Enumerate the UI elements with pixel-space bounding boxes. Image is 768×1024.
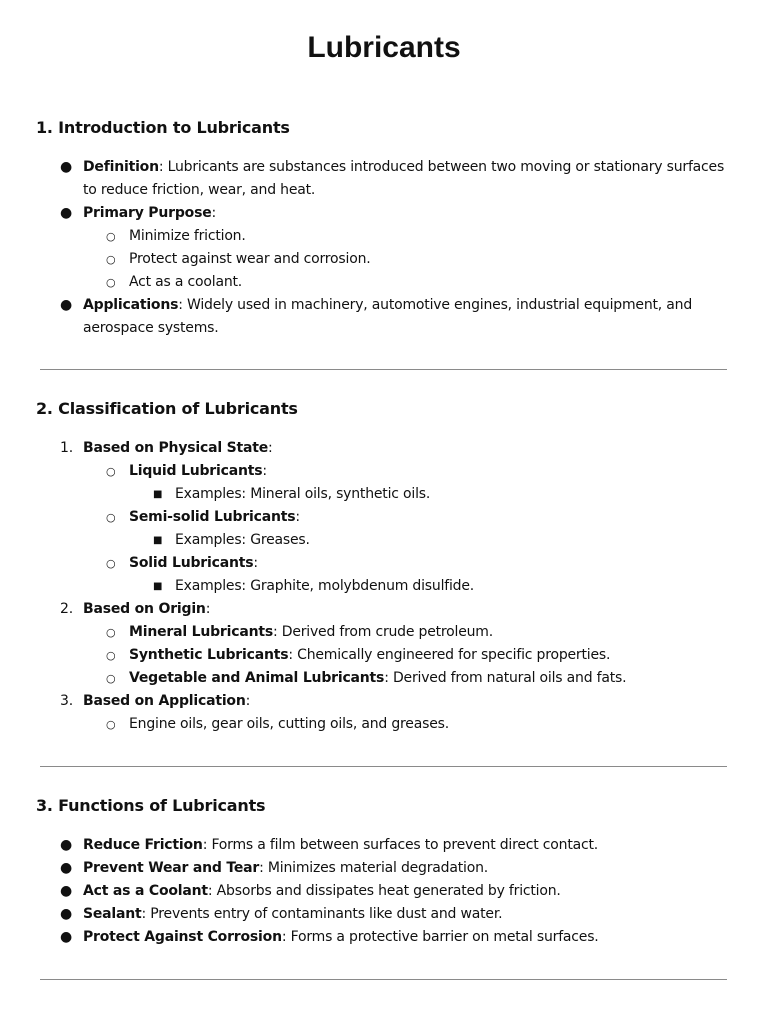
square-marker: ■ — [153, 489, 163, 500]
circle-marker: ○ — [106, 718, 116, 731]
list-item-physical-state — [0, 437, 768, 460]
text-mineral: : Derived from crude petroleum. — [272, 624, 493, 640]
term-applications: Applications — [83, 297, 179, 313]
list-item-synthetic — [0, 644, 768, 667]
number-marker: 2. — [60, 601, 73, 617]
purpose-item-text: Act as a coolant. — [129, 274, 243, 290]
text-synthetic: : Chemically engineered for specific properties. — [288, 647, 611, 663]
example-text: Examples: Graphite, molybdenum disulfide. — [175, 578, 475, 594]
term-suffix: : — [205, 601, 211, 617]
section-divider — [40, 766, 727, 767]
circle-marker: ○ — [106, 649, 116, 662]
term-suffix: : — [253, 555, 258, 571]
list-item-liquid — [0, 460, 768, 483]
circle-marker: ○ — [106, 557, 116, 570]
bullet-marker: ● — [60, 929, 73, 945]
term-definition: Definition — [83, 159, 159, 175]
term-prevent-wear: Prevent Wear and Tear — [83, 860, 260, 876]
bullet-marker: ● — [60, 883, 73, 899]
list-item-liquid-example — [0, 483, 768, 506]
section-3-list — [0, 834, 768, 949]
term-liquid: Liquid Lubricants — [129, 463, 263, 479]
list-item-definition — [0, 156, 768, 202]
list-item-semisolid-example — [0, 529, 768, 552]
list-item-solid — [0, 552, 768, 575]
list-item-purpose-2 — [0, 248, 768, 271]
term-sealant: Sealant — [83, 906, 142, 922]
purpose-item-text: Minimize friction. — [129, 228, 246, 244]
term-suffix: : — [295, 509, 300, 525]
list-item-purpose-3 — [0, 271, 768, 294]
circle-marker: ○ — [106, 511, 116, 524]
text-vegetable: : Derived from natural oils and fats. — [384, 670, 627, 686]
section-divider — [40, 369, 727, 370]
section-3-heading: 3. Functions of Lubricants — [36, 796, 266, 815]
text-protect-corrosion: : Forms a protective barrier on metal surfaces. — [281, 929, 599, 945]
bullet-marker: ● — [60, 860, 73, 876]
page-title: Lubricants — [307, 31, 461, 64]
list-item-semisolid — [0, 506, 768, 529]
list-item-protect-corrosion — [0, 926, 768, 949]
application-examples-text: Engine oils, gear oils, cutting oils, and greases. — [129, 716, 449, 732]
text-definition: : Lubricants are substances introduced between two moving or stationary surfaces to reduce friction, wear, and heat. — [83, 159, 725, 198]
square-marker: ■ — [153, 581, 163, 592]
term-mineral: Mineral Lubricants — [129, 624, 273, 640]
list-item-solid-example — [0, 575, 768, 598]
circle-marker: ○ — [106, 465, 116, 478]
list-item-sealant — [0, 903, 768, 926]
list-item-application — [0, 690, 768, 713]
text-reduce-friction: : Forms a film between surfaces to prevent direct contact. — [202, 837, 599, 853]
number-marker: 1. — [60, 440, 73, 456]
text-primary-purpose: : — [211, 205, 217, 221]
list-item-primary-purpose — [0, 202, 768, 225]
circle-marker: ○ — [106, 672, 116, 685]
list-item-coolant — [0, 880, 768, 903]
bullet-marker: ● — [60, 205, 73, 221]
text-coolant: : Absorbs and dissipates heat generated by friction. — [207, 883, 561, 899]
list-item-purpose-1 — [0, 225, 768, 248]
bullet-marker: ● — [60, 906, 73, 922]
list-item-reduce-friction — [0, 834, 768, 857]
square-marker: ■ — [153, 535, 163, 546]
circle-marker: ○ — [106, 276, 116, 289]
term-vegetable: Vegetable and Animal Lubricants — [129, 670, 385, 686]
term-solid: Solid Lubricants — [129, 555, 254, 571]
term-application: Based on Application — [83, 693, 246, 709]
section-1-list — [0, 156, 768, 340]
text-prevent-wear: : Minimizes material degradation. — [259, 860, 489, 876]
list-item-prevent-wear — [0, 857, 768, 880]
purpose-item-text: Protect against wear and corrosion. — [129, 251, 371, 267]
section-2-list — [0, 437, 768, 736]
term-primary-purpose: Primary Purpose — [83, 205, 212, 221]
term-suffix: : — [245, 693, 251, 709]
circle-marker: ○ — [106, 253, 116, 266]
term-synthetic: Synthetic Lubricants — [129, 647, 289, 663]
section-1-heading: 1. Introduction to Lubricants — [36, 118, 290, 137]
term-reduce-friction: Reduce Friction — [83, 837, 203, 853]
term-suffix: : — [268, 440, 273, 456]
list-item-origin — [0, 598, 768, 621]
circle-marker: ○ — [106, 230, 116, 243]
term-semisolid: Semi-solid Lubricants — [129, 509, 296, 525]
term-protect-corrosion: Protect Against Corrosion — [83, 929, 282, 945]
list-item-applications — [0, 294, 768, 340]
term-physical-state: Based on Physical State — [83, 440, 269, 456]
list-item-mineral — [0, 621, 768, 644]
bullet-marker: ● — [60, 159, 73, 175]
example-text: Examples: Mineral oils, synthetic oils. — [175, 486, 431, 502]
section-2-heading: 2. Classification of Lubricants — [36, 399, 298, 418]
circle-marker: ○ — [106, 626, 116, 639]
section-divider — [40, 979, 727, 980]
list-item-vegetable — [0, 667, 768, 690]
example-text: Examples: Greases. — [175, 532, 310, 548]
bullet-marker: ● — [60, 297, 73, 313]
text-sealant: : Prevents entry of contaminants like dust and water. — [141, 906, 503, 922]
term-origin: Based on Origin — [83, 601, 206, 617]
list-item-application-examples — [0, 713, 768, 736]
term-coolant: Act as a Coolant — [83, 883, 208, 899]
term-suffix: : — [262, 463, 267, 479]
text-applications: : Widely used in machinery, automotive engines, industrial equipment, and aerospace systems. — [83, 297, 693, 336]
number-marker: 3. — [60, 693, 73, 709]
bullet-marker: ● — [60, 837, 73, 853]
